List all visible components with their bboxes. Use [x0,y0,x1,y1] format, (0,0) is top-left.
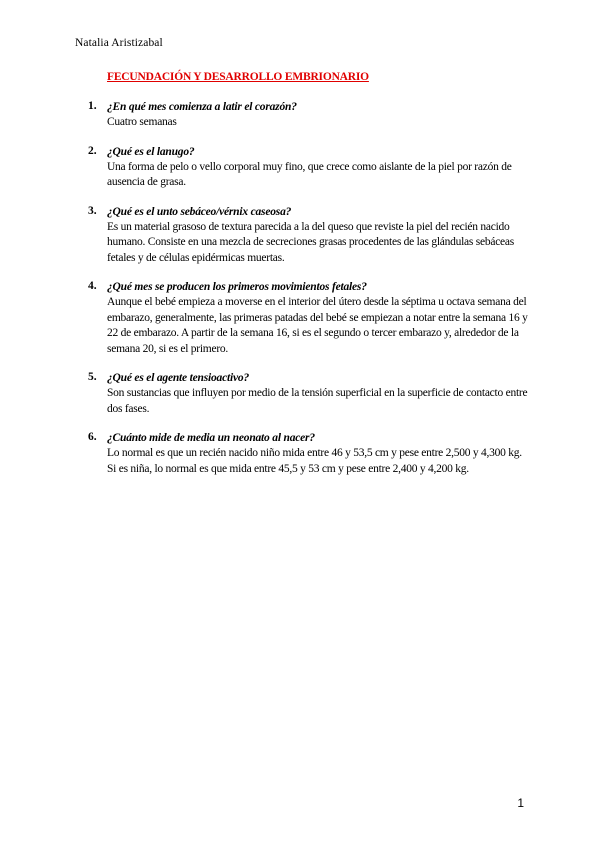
item-number: 2. [88,144,97,157]
answer-text: Aunque el bebé empieza a moverse en el interior del útero desde la séptima u octava semana del embarazo, generalmente, las primeras patadas del bebé se empiezan a notar entre la semana 16 y 22 de embarazo. A partir de la semana 16, si es el segundo o tercer embarazo y, alrededor de la semana 20, si es el primero. [107,296,528,355]
question-text: ¿Qué es el agente tensioactivo? [107,372,249,384]
answer-text: Lo normal es que un recién nacido niño mida entre 46 y 53,5 cm y pese entre 2,500 y 4,300 kg. Si es niña, lo normal es que mida entre 45,5 y 53 cm y pese entre 2,400 y 4,200 kg. [107,447,522,475]
answer-text: Es un material grasoso de textura parecida a la del queso que reviste la piel del recién nacido humano. Consiste en una mezcla de secreciones grasas procedentes de las glándulas sebáceas fetales y de células epidérmicas muertas. [107,220,514,264]
answer-text: Son sustancias que influyen por medio de la tensión superficial en la superficie de contacto entre dos fases. [107,387,528,415]
question-text: ¿Qué mes se producen los primeros movimientos fetales? [107,281,367,293]
list-item [88,371,528,417]
page-number: 1 [517,796,524,810]
item-number: 1. [88,100,97,112]
answer-text: Una forma de pelo o vello corporal muy fino, que crece como aislante de la piel por razón de ausencia de grasa. [107,160,512,188]
item-number: 5. [88,371,97,383]
question-text: ¿Qué es el unto sebáceo/vérnix caseosa? [107,205,292,218]
item-number: 6. [88,431,97,443]
answer-text: Cuatro semanas [107,116,177,128]
item-number: 4. [88,280,97,292]
list-item [88,431,528,477]
list-item [88,100,528,131]
list-item [88,145,528,191]
question-text: ¿En qué mes comienza a latir el corazón? [107,101,297,113]
question-list [88,100,528,491]
document-title: FECUNDACIÓN Y DESARROLLO EMBRIONARIO [107,71,369,83]
question-text: ¿Qué es el lanugo? [107,145,195,158]
header-author: Natalia Aristizabal [75,37,163,49]
question-text: ¿Cuánto mide de media un neonato al nacer? [107,432,315,444]
list-item [88,280,528,357]
item-number: 3. [88,204,97,217]
list-item [88,205,528,267]
